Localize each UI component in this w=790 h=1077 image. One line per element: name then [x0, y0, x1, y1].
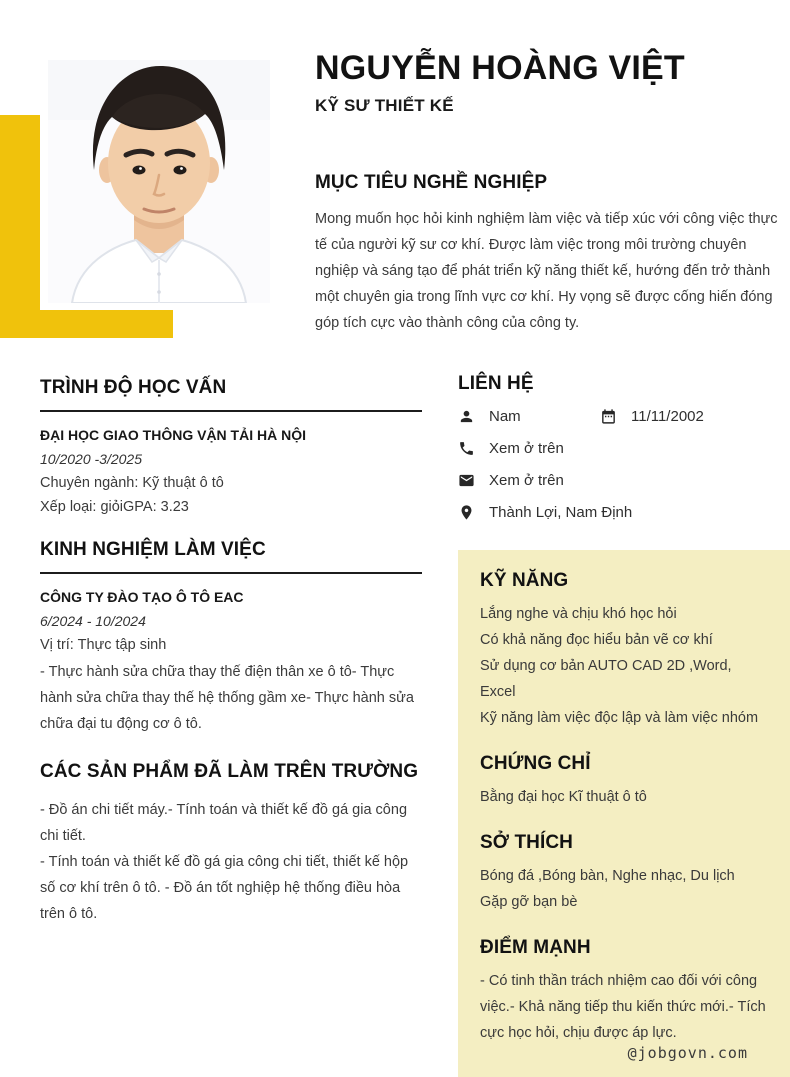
contact-gender-value: Nam — [489, 408, 521, 425]
projects-item: - Tính toán và thiết kế đồ gá gia công chi tiết, thiết kế hộp số cơ khí trên ô tô. - Đồ án tốt nghiệp hệ thống điều hòa trên ô tô. — [40, 854, 409, 922]
hobbies-body: Bóng đá ,Bóng bàn, Nghe nhạc, Du lịch Gặp gỡ bạn bè — [480, 868, 735, 910]
section-projects — [40, 761, 422, 927]
contact-address-value: Thành Lợi, Nam Định — [489, 504, 633, 521]
experience-company: CÔNG TY ĐÀO TẠO Ô TÔ EAC — [40, 589, 244, 605]
objective-heading: MỤC TIÊU NGHỀ NGHIỆP — [315, 172, 548, 193]
contact-address — [458, 504, 632, 521]
watermark: @jobgovn.com — [627, 1044, 748, 1062]
phone-icon — [458, 440, 475, 457]
objective-body: Mong muốn học hỏi kinh nghiệm làm việc và tiếp xúc với công việc thực tế của người kỹ sư cơ khí. Được làm việc trong môi trường chuyên nghiệp và sáng tạo để phát triển kỹ năng thiết kế, hướng đến trở thành một chuyên gia trong lĩnh vực cơ khí. Hy vọng sẽ được cống hiến đóng góp tích cực vào thành công của công ty. — [315, 211, 778, 331]
skill-item: Kỹ năng làm việc độc lập và làm việc nhóm — [480, 710, 759, 726]
skill-item: Có khả năng đọc hiểu bản vẽ cơ khí — [480, 632, 713, 648]
projects-heading: CÁC SẢN PHẨM ĐÃ LÀM TRÊN TRƯỜNG — [40, 761, 419, 782]
person-icon — [458, 408, 475, 425]
profile-photo — [48, 60, 270, 303]
contact-row-email — [458, 472, 790, 489]
email-icon — [458, 472, 475, 489]
yellow-accent-horizontal-bar — [0, 310, 173, 338]
strengths-heading: ĐIỂM MẠNH — [480, 937, 591, 958]
experience-heading: KINH NGHIỆM LÀM VIỆC — [40, 539, 422, 574]
skill-item: Sử dụng cơ bản AUTO CAD 2D ,Word, Excel — [480, 658, 732, 700]
contact-email-value: Xem ở trên — [489, 472, 564, 489]
contact-row-phone — [458, 440, 790, 457]
section-education — [40, 377, 422, 515]
section-contact — [458, 373, 790, 536]
side-panel — [458, 550, 790, 1077]
section-experience — [40, 539, 422, 737]
education-heading: TRÌNH ĐỘ HỌC VẤN — [40, 377, 422, 412]
contact-rows — [458, 408, 790, 521]
certificates-heading: CHỨNG CHỈ — [480, 753, 591, 774]
contact-row-gender-dob — [458, 408, 790, 425]
header-block — [315, 50, 781, 116]
strengths-body: - Có tinh thần trách nhiệm cao đối với công việc.- Khả năng tiếp thu kiến thức mới.- Tích cực học hỏi, chịu được áp lực. — [480, 973, 766, 1041]
education-period: 10/2020 -3/2025 — [40, 451, 142, 467]
section-objective — [315, 172, 783, 336]
contact-email — [458, 472, 564, 489]
experience-details: - Thực hành sửa chữa thay thế điện thân xe ô tô- Thực hành sửa chữa thay thế hệ thống gầm xe- Thực hành sửa chữa đại tu động cơ ô tô. — [40, 664, 414, 732]
hobbies-heading: SỞ THÍCH — [480, 832, 574, 853]
person-job-title: KỸ SƯ THIẾT KẾ — [315, 96, 454, 116]
education-school: ĐẠI HỌC GIAO THÔNG VẬN TẢI HÀ NỘI — [40, 427, 306, 443]
experience-period: 6/2024 - 10/2024 — [40, 613, 146, 629]
skill-item: Lắng nghe và chịu khó học hỏi — [480, 606, 677, 622]
education-major: Chuyên ngành: Kỹ thuật ô tô — [40, 475, 224, 491]
left-column — [40, 377, 422, 927]
contact-heading: LIÊN HỆ — [458, 373, 534, 394]
skills-heading: KỸ NĂNG — [480, 570, 569, 591]
contact-phone-value: Xem ở trên — [489, 440, 564, 457]
contact-row-address — [458, 504, 790, 521]
person-name: NGUYỄN HOÀNG VIỆT — [315, 49, 685, 87]
education-grade: Xếp loại: giỏiGPA: 3.23 — [40, 499, 189, 515]
location-pin-icon — [458, 504, 475, 521]
contact-gender — [458, 408, 521, 425]
contact-phone — [458, 440, 564, 457]
yellow-accent-vertical-bar — [0, 115, 40, 338]
contact-dob — [600, 408, 704, 425]
skills-list — [480, 601, 766, 731]
contact-dob-value: 11/11/2002 — [631, 408, 704, 425]
certificate-item: Bằng đại học Kĩ thuật ô tô — [480, 789, 647, 805]
calendar-icon — [600, 408, 617, 425]
experience-position: Vị trí: Thực tập sinh — [40, 637, 167, 653]
projects-item: - Đồ án chi tiết máy.- Tính toán và thiết kế đồ gá gia công chi tiết. — [40, 802, 408, 844]
